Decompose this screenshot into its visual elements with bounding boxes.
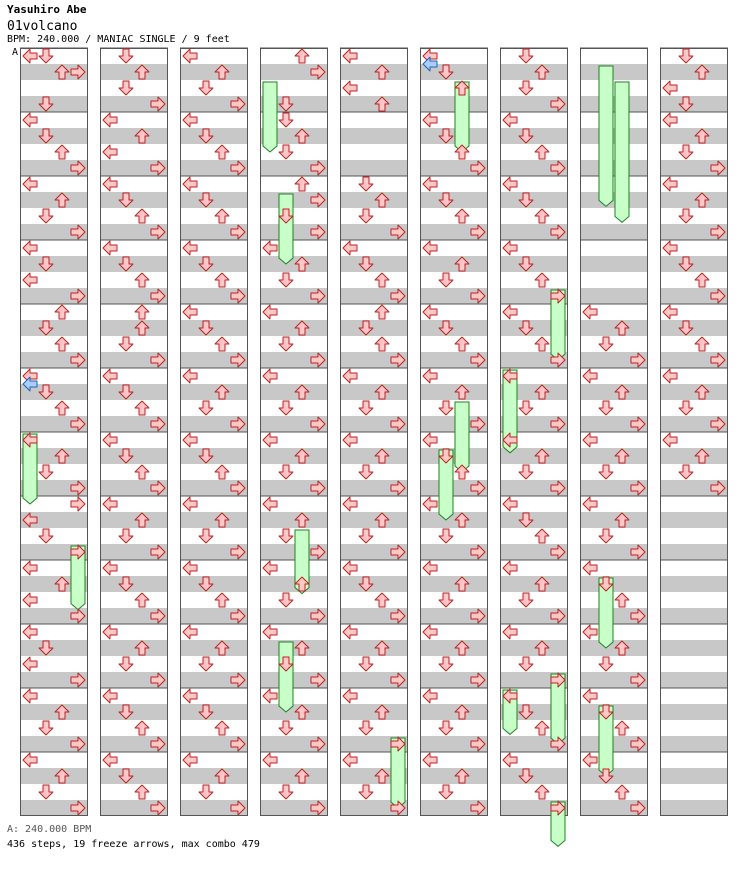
beat-stripe [340,640,408,656]
beat-stripe [420,192,488,208]
beat-stripe [100,512,168,528]
freeze-arrow [615,82,629,222]
beat-stripe [180,320,248,336]
chart-column [20,48,88,816]
beat-stripe [580,576,648,592]
beat-stripe [660,512,728,528]
freeze-arrow [599,66,613,206]
beat-stripe [260,640,328,656]
beat-stripe [340,256,408,272]
beat-stripe [340,64,408,80]
beat-stripe [580,192,648,208]
beat-stripe [420,128,488,144]
beat-stripe [660,576,728,592]
beat-stripe [500,512,568,528]
beat-stripe [100,192,168,208]
beat-stripe [340,384,408,400]
beat-stripe [100,384,168,400]
beat-stripe [20,640,88,656]
beat-stripe [340,160,408,176]
beat-stripe [260,704,328,720]
beat-stripe [260,320,328,336]
beat-stripe [260,448,328,464]
beat-stripe [580,256,648,272]
beat-stripe [100,320,168,336]
song-title: 01volcano [7,19,78,34]
beat-stripe [180,64,248,80]
beat-stripe [580,704,648,720]
beat-stripe [500,192,568,208]
beat-stripe [180,640,248,656]
chart-column [580,48,648,816]
beat-stripe [100,64,168,80]
beat-stripe [100,256,168,272]
beat-stripe [100,448,168,464]
beat-stripe [20,192,88,208]
beat-stripe [420,384,488,400]
beat-stripe [500,256,568,272]
beat-stripe [500,128,568,144]
beat-stripe [580,768,648,784]
freeze-arrow [263,82,277,152]
beat-stripe [420,640,488,656]
section-marker: A [12,47,19,58]
beat-stripe [580,224,648,240]
beat-stripe [420,768,488,784]
chart-column [180,48,248,816]
beat-stripe [580,448,648,464]
beat-stripe [420,448,488,464]
beat-stripe [660,448,728,464]
beat-stripe [340,704,408,720]
beat-stripe [580,384,648,400]
beat-stripe [100,768,168,784]
freeze-arrow [455,402,469,472]
beat-stripe [660,704,728,720]
beat-stripe [180,192,248,208]
beat-stripe [100,576,168,592]
beat-stripe [180,384,248,400]
beat-stripe [580,64,648,80]
beat-stripe [260,512,328,528]
beat-stripe [420,512,488,528]
footer-bpm: A: 240.000 BPM [7,824,92,835]
beat-stripe [580,128,648,144]
beat-stripe [180,256,248,272]
beat-stripe [340,512,408,528]
beat-stripe [20,704,88,720]
chart-column [100,48,168,816]
beat-stripe [340,320,408,336]
chart-column [260,48,328,816]
beat-stripe [580,288,648,304]
beat-stripe [500,768,568,784]
beat-stripe [580,512,648,528]
beat-stripe [20,768,88,784]
beat-stripe [500,64,568,80]
beat-stripe [180,768,248,784]
beat-stripe [20,128,88,144]
beat-stripe [660,320,728,336]
beat-stripe [180,512,248,528]
beat-stripe [660,256,728,272]
beat-stripe [180,576,248,592]
beat-stripe [340,448,408,464]
beat-stripe [260,768,328,784]
beat-stripe [660,608,728,624]
beat-stripe [660,384,728,400]
artist-name: Yasuhiro Abe [7,3,87,16]
beat-stripe [500,640,568,656]
chart-column [500,48,568,846]
beat-stripe [500,576,568,592]
chart-info: BPM: 240.000 / MANIAC SINGLE / 9 feet [7,34,230,45]
beat-stripe [420,96,488,112]
beat-stripe [580,320,648,336]
beat-stripe [340,576,408,592]
chart-column [660,48,728,816]
beat-stripe [180,448,248,464]
beat-stripe [180,704,248,720]
beat-stripe [660,672,728,688]
freeze-arrow [279,194,293,264]
chart-column [420,48,488,816]
beat-stripe [660,128,728,144]
beat-stripe [660,64,728,80]
beat-stripe [660,544,728,560]
beat-stripe [100,704,168,720]
beat-stripe [660,640,728,656]
beat-stripe [420,576,488,592]
chart-column [340,48,408,816]
beat-stripe [420,320,488,336]
beat-stripe [100,640,168,656]
beat-stripe [660,736,728,752]
beat-stripe [420,256,488,272]
beat-stripe [100,128,168,144]
beat-stripe [660,192,728,208]
beat-stripe [580,160,648,176]
beat-stripe [660,768,728,784]
beat-stripe [660,96,728,112]
beat-stripe [580,96,648,112]
beat-stripe [340,128,408,144]
footer-stats: 436 steps, 19 freeze arrows, max combo 479 [7,839,260,850]
beat-stripe [340,192,408,208]
freeze-arrow [279,642,293,712]
beat-stripe [260,384,328,400]
beat-stripe [260,576,328,592]
beat-stripe [20,256,88,272]
beat-stripe [260,256,328,272]
beat-stripe [660,800,728,816]
beat-stripe [20,320,88,336]
beat-stripe [340,96,408,112]
beat-stripe [420,704,488,720]
beat-stripe [180,128,248,144]
beat-stripe [580,640,648,656]
beat-stripe [20,96,88,112]
